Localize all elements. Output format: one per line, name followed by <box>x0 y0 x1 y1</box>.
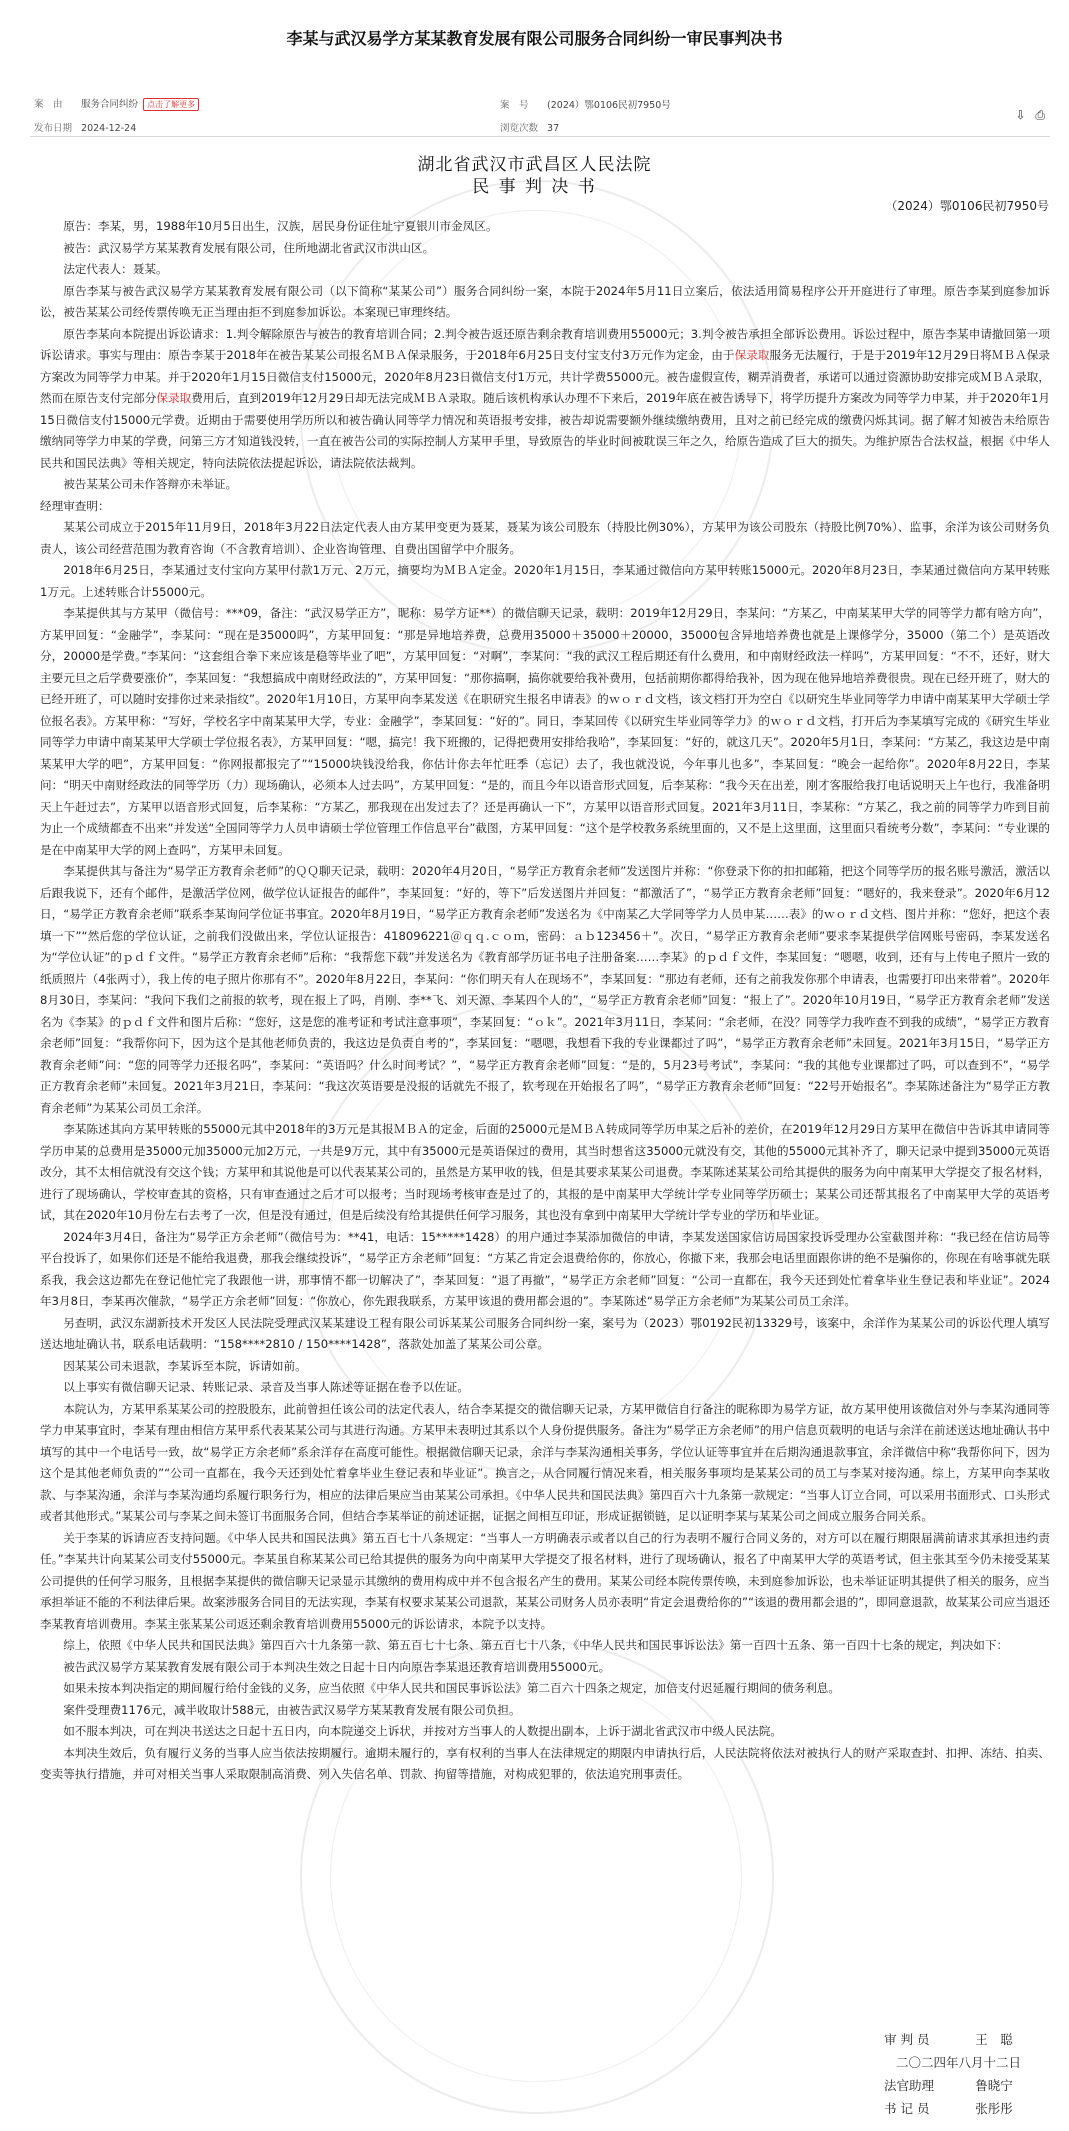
header-divider <box>30 136 1050 137</box>
toolbar <box>1010 108 1046 123</box>
case-number-label: 案 号 <box>500 100 529 111</box>
judgment-paragraph: 法定代表人：聂某。 <box>63 262 168 276</box>
judgment-paragraph: 案件受理费1176元，减半收取计588元，由被告武汉易学方某某教育发展有限公司负担。 <box>63 1702 521 1717</box>
case-cause <box>34 96 199 111</box>
judgment-paragraph: 李某陈述其向方某甲转账的55000元其中2018年的3万元是其报ＭＢＡ的定金，后面的25000元是ＭＢＡ转成同等学历申某之后补的差价，在2019年12月29日方某甲在微信中告诉其申请同等学历申某的总费用是35000元加35000元加2万元，一共是9万元，其中有35000元是英语保过的费用，其当时想省这35000元就没有交，其他的55000元其补齐了，聊天记录中提到35000元英语改分，其不太相信就没有交这个钱；方某甲和其说他是可以代表某某公司的，虽然是方某甲收的钱，但是其要求某某公司退费。李某陈述某某公司给其提供的服务为向中南某甲大学提交了报名材料，进行了现场确认，学校审查其的资格，只有审查通过之后才可以报考；当时现场考核审查是过了的，其报的是中南某甲大学统计学专业同等学历硕士；某某公司还帮其报名了中南某甲大学的英语考试，其在2020年10月份左右去考了一次，但是没有通过，但是后续没有给其提供任何学习服务，其也没有拿到中南某甲大学统计学专业的学历和毕业证。 <box>40 1122 1050 1222</box>
judge-role: 审 判 员 <box>884 2032 930 2047</box>
judgment-paragraph: 以上事实有微信聊天记录、转账记录、录音及当事人陈述等证据在卷予以佐证。 <box>63 1380 469 1394</box>
judgment-paragraph: 某某公司成立于2015年11月9日，2018年3月22日法定代表人由方某甲变更为聂某，聂某为该公司股东（持股比例30%），方某甲为该公司股东（持股比例70%）、监事，余洋为该公司财务负责人，该公司经营范围为教育咨询（不含教育培训）、企业咨询管理、自费出国留学中介服务。 <box>40 520 1050 556</box>
judgment-paragraph: 综上，依照《中华人民共和国民法典》第四百六十九条第一款、第五百七十七条、第五百七十八条，《中华人民共和国民事诉讼法》第一百四十五条、第一百四十七条的规定，判决如下： <box>63 1638 1009 1652</box>
judgment-paragraph: 另查明，武汉东湖新技术开发区人民法院受理武汉某某建设工程有限公司诉某某公司服务合同纠纷一案，案号为（2023）鄂0192民初13329号，该案中，余洋作为某某公司的诉讼代理人填写送达地址确认书，联系电话载明：“158****2810 / 150****1428”，落款处加盖了某某公司公章。 <box>40 1315 1050 1351</box>
view-count <box>500 120 559 134</box>
publish-date-value: 2024-12-24 <box>81 123 137 134</box>
assistant-role: 法官助理 <box>884 2078 935 2093</box>
case-number-value: (2024）鄂0106民初7950号 <box>547 100 671 111</box>
paragraph-text: 服务无法履行，于是于2019年12月29日将ＭＢＡ保录方案改为同等学力申某。并于2020年1月15日微信支付15000元，2020年8月23日微信支付1万元，共计学费55000元。被告虚假宣传，糊弄消费者，承诺可以通过资源协助安排完成ＭＢＡ录取，然而在原告支付完部分 <box>40 348 1050 405</box>
judgment-paragraph: 本院认为，方某甲系某某公司的控股股东，此前曾担任该公司的法定代表人，结合李某提交的微信聊天记录，方某甲微信自行备注的昵称即为易学方证，故方某甲使用该微信对外与李某沟通同等学力申某事宜时，李某有理由相信方某甲系代表某某公司与其进行沟通。方某甲未表明过其系以个人身份提供服务。备注为“易学正方余老师”的用户信息页载明的电话与余洋在前述送达地址确认书中填写的其中一个电话号一致，故“易学正方余老师”系余洋存在高度可能性。根据微信聊天记录，余洋与李某沟通相关事务，学位认证等事宜并在后期沟通退款事宜，余洋微信中称“我帮你问下，因为这个是其他老师负责的”“公司一直都在，我今天还到处忙着拿毕业生登记表和毕业证”。换言之，从合同履行情况来看，相关服务事项均是某某公司的员工与李某对接沟通。综上，方某甲向李某收款、与李某沟通，余洋与李某沟通均系履行职务行为，相应的法律后果应当由某某公司承担。《中华人民共和国民法典》第四百六十九条第一款规定：“当事人订立合同，可以采用书面形式、口头形式或者其他形式。”某某公司与李某之间未签订书面服务合同，但结合李某举证的前述证据，证据之间相互印证，形成证据锁链，足以证明李某与某某公司之间成立服务合同关系。 <box>40 1401 1050 1523</box>
judgment-paragraph: 原告：李某，男，1988年10月5日出生，汉族，居民身份证住址宁夏银川市金凤区。 <box>63 219 498 233</box>
page-title: 李某与武汉易学方某某教育发展有限公司服务合同纠纷一审民事判决书 <box>286 29 783 48</box>
judgment-paragraph: 如不服本判决，可在判决书送达之日起十五日内，向本院递交上诉状，并按对方当事人的人数提出副本，上诉于湖北省武汉市中级人民法院。 <box>63 1724 783 1738</box>
print-icon[interactable]: ⎙ <box>1035 108 1045 122</box>
judgment-paragraph: 因某某公司未退款，李某诉至本院，诉请如前。 <box>63 1358 307 1373</box>
highlighted-term[interactable]: 保录取 <box>734 348 770 362</box>
judgment-paragraph: 被告：武汉易学方某某教育发展有限公司，住所地湖北省武汉市洪山区。 <box>63 240 435 255</box>
learn-more-tag[interactable]: 点击了解更多 <box>143 98 199 111</box>
court-name: 湖北省武汉市武昌区人民法院 <box>417 155 652 175</box>
case-number <box>500 97 671 111</box>
judgment-paragraph: 李某提供其与方某甲（微信号：***09，备注：“武汉易学正方”，昵称：易学方证**）的微信聊天记录，载明：2019年12月29日，李某问：“方某乙，中南某某甲大学的同等学力都有啥方向”，方某甲回复：“金融学”，李某问：“现在是35000吗”，方某甲回复：“那是异地培养费，总费用35000＋35000＋20000，35000包含异地培养费也就是上课修学分，35000（第二个）是英语改分，20000是学费。”李某问：“这套组合拳下来应该是稳等毕业了吧”，方某甲回复：“对啊”，李某问：“我的武汉工程后期还有什么费用，和中南财经政法一样吗”，方某甲回复：“不不，还好，财大主要元旦之后学费要涨价”，李某回复：“我想搞成中南财经政法的”，方某甲回复：“那你搞啊，搞你就要给我补费用，包括前期你都得给我补，因为现在他异地培养费很贵。现在已经开班了，财大的已经开班了，可以随时安排你过来录指纹”。2020年1月10日，方某甲向李某发送《在职研究生报名申请表》的ｗｏｒｄ文档，该文档打开为空白《以研究生毕业同等学力申请中南某某甲大学硕士学位报名表》。方某甲称：“写好，学校名字中南某某甲大学，专业：金融学”，李某回复：“好的”。同日，李某回传《以研究生毕业同等学力》的ｗｏｒｄ文档，打开后为李某填写完成的《研究生毕业同等学力申请中南某某甲大学硕士学位报名表》，方某甲回复：“嗯，搞完！我下班搬的，记得把费用安排给我哈”，李某回复：“好的，就这几天”。2020年5月1日，李某问：“方某乙，我这边是中南某某甲大学的吧”，方某甲回复：“你网报都报完了”“15000块钱没给我，你估计你去年忙旺季（忘记）去了，我也就没说，今年事儿也多”，李某回复：“晚会一起给你”。2020年8月22日，李某问：“明天中南财经政法的同等学历（力）现场确认，必须本人过去吗”，方某甲回复：“是的，而且今年以语音形式回复，后李某称：“我今天在出差，刚才客服给我打电话说明天上午也行，我准备明天上午赶过去”，方某甲以语音形式回复，后李某称：“方某乙，那我现在出发过去了？还是再确认一下”，方某甲以语音形式回复。2021年3月11日，李某称：“方某乙，我之前的同等学力咋到目前为止一个成绩都查不出来”并发送“全国同等学力人员申请硕士学位管理工作信息平台”截图，方某甲回复：“这个是学校教务系统里面的，又不是上这里面，这里面只看统考分数”，李某问：“专业课的是在中南某甲大学的网上查吗”，方某甲未回复。 <box>40 606 1050 857</box>
judgment-body <box>40 216 1050 1786</box>
publish-date-label: 发布日期 <box>34 123 73 134</box>
judgment-paragraph: 原告李某与被告武汉易学方某某教育发展有限公司（以下简称“某某公司”）服务合同纠纷一案，本院于2024年5月11日立案后，依法适用简易程序公开开庭进行了审理。原告李某到庭参加诉讼，被告某某公司经传票传唤无正当理由拒不到庭参加诉讼。本案现已审理终结。 <box>40 283 1050 319</box>
case-cause-value: 服务合同纠纷 <box>81 99 139 110</box>
view-count-label: 浏览次数 <box>500 123 539 134</box>
judgment-paragraph: 本判决生效后，负有履行义务的当事人应当依法按期履行。逾期未履行的，享有权利的当事人在法律规定的期限内申请执行后，人民法院将依法对被执行人的财产采取查封、扣押、冻结、拍卖、变卖等执行措施，并可对相关当事人采取限制高消费、列入失信名单、罚款、拘留等措施，对构成犯罪的，依法追究刑事责任。 <box>40 1745 1050 1781</box>
judgment-paragraph: 关于李某的诉请应否支持问题。《中华人民共和国民法典》第五百七十八条规定：“当事人一方明确表示或者以自己的行为表明不履行合同义务的，对方可以在履行期限届满前请求其承担违约责任。”李某共计向某某公司支付55000元。李某虽自称某某公司已给其提供的服务为向中南某甲大学提交了报名材料，进行了现场确认，报名了中南某甲大学的英语考试，但主张其至今仍未接受某某公司提供的任何学习服务，且根据李某提供的微信聊天记录显示其缴纳的费用构成中并不包含报名产生的费用。某某公司经本院传票传唤，未到庭参加诉讼，也未举证证明其提供了相关的服务，应当承担举证不能的不利法律后果。故案涉服务合同目的无法实现，李某有权要求某某公司退款，某某公司财务人员亦表明“肯定会退费给你的”“该退的费用都会退的”，即同意退款，故某某公司应当退还李某教育培训费用。李某主张某某公司返还剩余教育培训费用55000元的诉讼请求，本院予以支持。 <box>40 1530 1050 1631</box>
paragraph-text: 原告李某向本院提出诉讼请求：1.判令解除原告与被告的教育培训合同；2.判令被告返还原告剩余教育培训费用55000元；3.判令被告承担全部诉讼费用。诉讼过程中，原告李某申请撤回第一项诉讼请求。事实与理由：原告李某于2018年在被告某某公司报名ＭＢＡ保录服务，于2018年6月25日支付宝支付3万元作为定金，由于 <box>40 326 1050 362</box>
judgment-date: 二〇二四年八月十二日 <box>895 2055 1021 2070</box>
judgment-paragraph: 2024年3月4日，备注为“易学正方余老师”（微信号为：**41，电话：15*****1428）的用户通过李某添加微信的申请，李某发送国家信访局国家投诉受理办公室截图并称：“我已经在信访局等平台投诉了，如果你们还是不能给我退费，那我会继续投诉”，“易学正方余老师”回复：“方某乙肯定会退费给你的，你放心，你撤下来，我那会电话里面跟你讲的绝不是骗你的，你现在有啥事就先联系我，我会这边都先在登记他忙完了我跟他一讲，那事情不都一切解决了”，李某回复：“退了再撤”，“易学正方余老师”回复：“公司一直都在，我今天还到处忙着拿毕业生登记表和毕业证”。2024年3月8日，李某再次催款，“易学正方余老师”回复：“你放心，你先跟我联系，方某甲该退的费用都会退的”。李某陈述“易学正方余老师”为某某公司员工余洋。 <box>40 1229 1050 1308</box>
judgment-paragraph: 经理审查明： <box>40 498 110 513</box>
signature-date <box>896 2053 1021 2071</box>
download-icon[interactable]: ⇩ <box>1015 108 1026 122</box>
assistant-name: 鲁晓宁 <box>975 2078 1013 2093</box>
publish-date <box>34 120 136 134</box>
highlighted-term[interactable]: 保录取 <box>156 391 192 405</box>
document-case-number: （2024）鄂0106民初7950号 <box>885 199 1049 213</box>
judge-name: 王 聪 <box>975 2032 1013 2047</box>
judgment-paragraph: 被告某某公司未作答辩亦未举证。 <box>63 477 238 491</box>
signature-judge <box>884 2030 1024 2048</box>
judgment-paragraph: 2018年6月25日，李某通过支付宝向方某甲付款1万元、2万元，摘要均为ＭＢＡ定金。2020年1月15日，李某通过微信向方某甲转账15000元。2020年8月23日，李某通过微信向方某甲转账1万元。上述转账合计55000元。 <box>40 563 1050 599</box>
case-cause-label: 案 由 <box>34 99 63 110</box>
judgment-paragraph: 如果未按本判决指定的期间履行给付金钱的义务，应当依照《中华人民共和国民事诉讼法》第二百六十四条之规定，加倍支付迟延履行期间的债务利息。 <box>63 1681 840 1695</box>
judgment-paragraph <box>40 324 1050 475</box>
clerk-name: 张彤彤 <box>975 2101 1013 2116</box>
paragraph-text: 费用后，直到2019年12月29日却无法完成ＭＢＡ录取。随后该机构承认办理不下来后，2019年底在被告诱导下，将学历提升方案改为同等学力申某，并于2020年1月15日微信支付15000元学费。近期由于需要使用学历所以和被告确认同等学力情况和英语报考安排，被告却说需要额外继续缴纳费用，且对之前已经完成的缴费闪烁其词。据了解才知被告未给原告缴纳同等学力申某的学费，问第三方才知道钱没转，一直在被告公司的实际控制人方某甲手里，导致原告的毕业时间被耽误三年之久，给原告造成了巨大的损失。为维护原告合法权益，根据《中华人民共和国民法典》等相关规定，特向法院依法提起诉讼，请法院依法裁判。 <box>40 391 1050 470</box>
signature-clerk <box>884 2099 1024 2117</box>
view-count-value: 37 <box>547 123 560 134</box>
judgment-paragraph: 被告武汉易学方某某教育发展有限公司于本判决生效之日起十日内向原告李某退还教育培训费用55000元。 <box>63 1659 611 1674</box>
document-type: 民 事 判 决 书 <box>472 177 597 197</box>
clerk-role: 书 记 员 <box>884 2101 930 2116</box>
judgment-paragraph: 李某提供其与备注为“易学正方教育余老师”的ＱＱ聊天记录，载明：2020年4月20日，“易学正方教育余老师”发送图片并称：“你登录下你的扣扣邮箱，把这个同等学历的报名账号激活，激活以后跟我说下，还有个邮件，是激活学位网，做学位认证报告的邮件”，李某回复：“好的，等下”后发送图片并回复：“都激活了”，“易学正方教育余老师”回复：“嗯好的，我来登录”。2020年6月12日，“易学正方教育余老师”联系李某询问学位证书事宜。2020年8月19日，“易学正方教育余老师”发送名为《中南某乙大学同等学力人员申某……表》的ｗｏｒｄ文档、图片并称：“您好，把这个表填一下”“然后您的学位认证，之前我们没做出来，学位认证报告：418096221＠ｑｑ.ｃｏｍ，密码：ａｂ123456＋”。次日，“易学正方教育余老师”要求李某提供学信网账号密码，李某发送名为“学位认证”的ｐｄｆ文件。“易学正方教育余老师”后称：“我帮您下载”并发送名为《教育部学历证书电子注册备案……李某》的ｐｄｆ文件，李某回复：“嗯嗯，收到，还有与上传电子照片一致的纸质照片（4张两寸），我上传的电子照片你那有不”。2020年8月22日，李某问：“你们明天有人在现场不”，李某回复：“那边有老师，还有之前我发你那个申请表，也需要打印出来带着”。2020年8月30日，李某问：“我问下我们之前报的软考，现在报上了吗，肖刚、李**飞、刘天源、李某四个人的”，“易学正方教育余老师”回复：“报上了”。2020年10月19日，“易学正方教育余老师”发送名为《李某》的ｐｄｆ文件和图片后称：“您好，这是您的准考证和考试注意事项”，李某回复：“ｏｋ”。2021年3月11日，李某问：“余老师，在没？同等学力我咋查不到我的成绩”，“易学正方教育余老师”回复：“我帮你问下，因为这个是其他老师负责的，我这边是负责自考的”，李某回复：“嗯嗯，我想看下我的专业课都过了吗”，“易学正方教育余老师”未回复。2021年3月15日，“易学正方教育余老师”问：“您的同等学力还报名吗”，李某问：“英语吗？什么时间考试？”，“易学正方教育余老师”回复：“是的，5月23号考试”，李某问：“我的其他专业课都过了吗，可以查到不”，“易学正方教育余老师”未回复。2021年3月21日，李某问：“我这次英语要是没报的话就先不报了，软考现在开始报名了吗”，“易学正方教育余老师”回复：“22号开始报名”。李某陈述备注为“易学正方教育余老师”为某某公司员工余洋。 <box>40 864 1050 1115</box>
signature-assistant <box>884 2076 1024 2094</box>
